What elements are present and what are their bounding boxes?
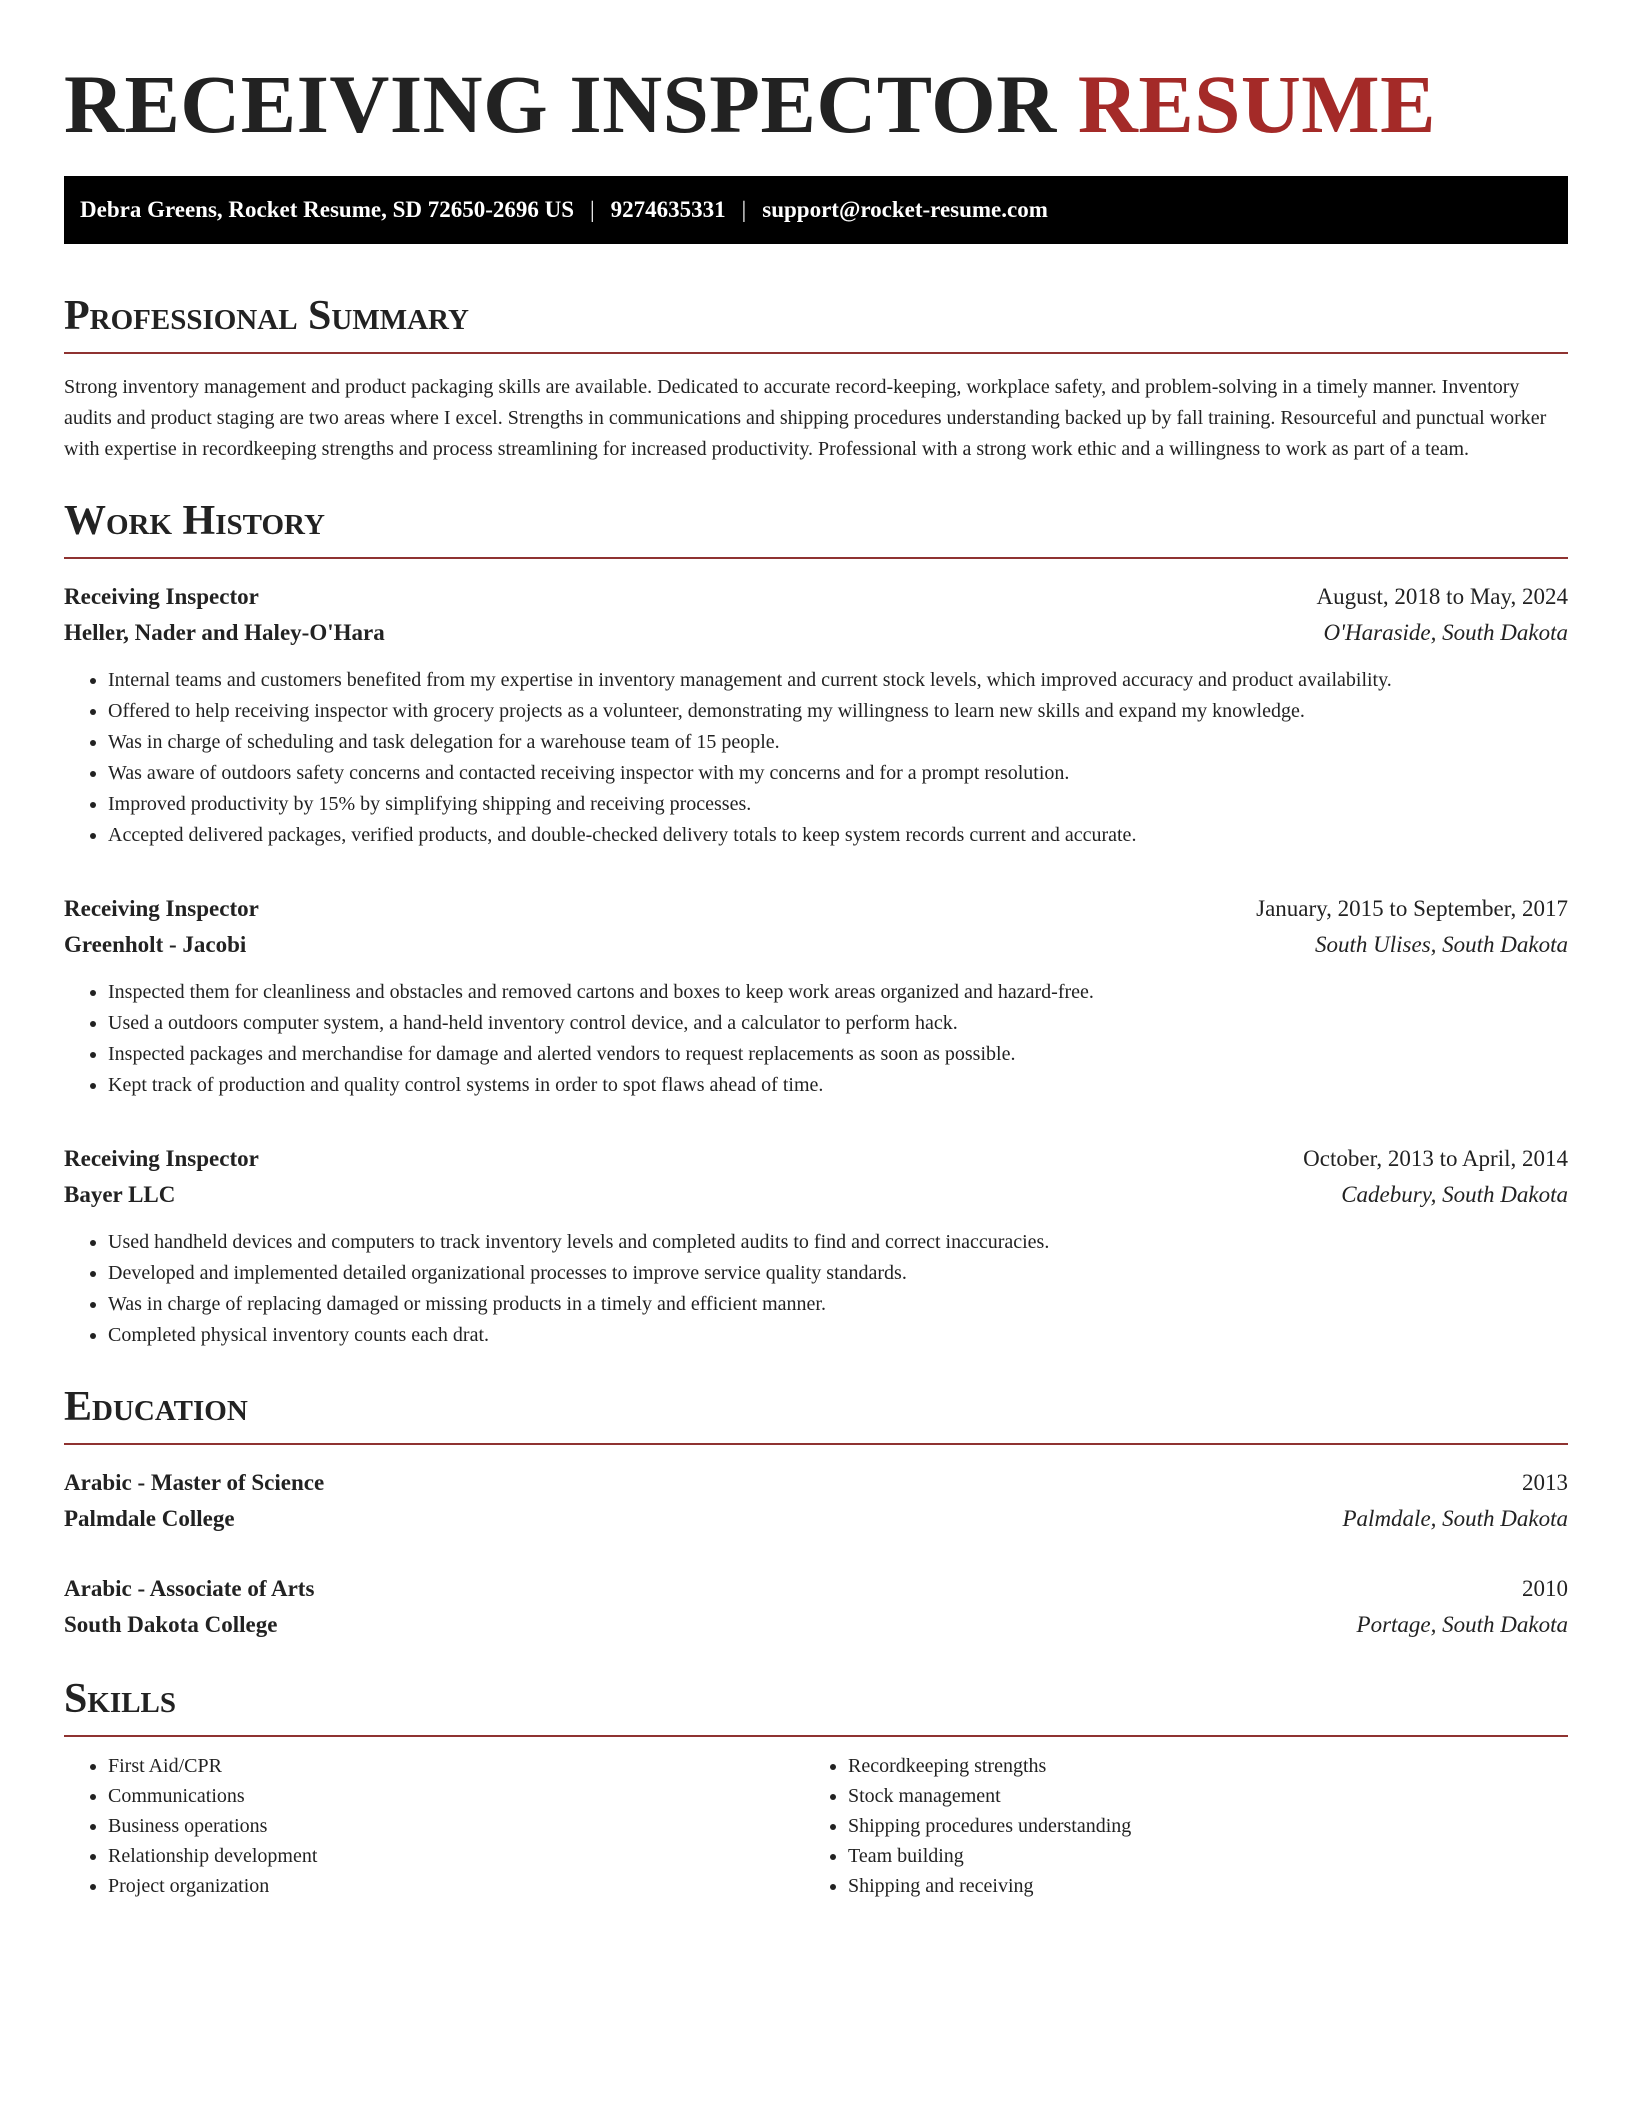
education-degree: Arabic - Associate of Arts — [64, 1576, 315, 1601]
resume-title — [64, 56, 1568, 152]
job-company: Heller, Nader and Haley-O'Hara — [64, 620, 385, 645]
skills-columns — [64, 1751, 1568, 1901]
job-duty-item: • Was in charge of scheduling and task delegation for a warehouse team of 15 people. — [108, 727, 1568, 758]
job-duty-item: • Accepted delivered packages, verified products, and double-checked delivery totals to keep system records current and accurate. — [108, 820, 1568, 851]
contact-email: support@rocket-resume.com — [762, 197, 1048, 222]
education-entry — [64, 1571, 1568, 1643]
job-duty-item: • Kept track of production and quality control systems in order to spot flaws ahead of time. — [108, 1070, 1568, 1101]
job-location: South Ulises, South Dakota — [1315, 932, 1568, 957]
skills-section — [64, 1671, 1568, 1901]
skills-list-right — [804, 1751, 1544, 1901]
job-location: Cadebury, South Dakota — [1341, 1182, 1568, 1207]
skills-heading: Skills — [64, 1676, 177, 1722]
job-dates: October, 2013 to April, 2014 — [1303, 1146, 1568, 1171]
resume-page — [64, 0, 1568, 1901]
work-history-section — [64, 493, 1568, 1351]
job-duty-item: • Inspected them for cleanliness and obstacles and removed cartons and boxes to keep work areas organized and hazard-free. — [108, 977, 1568, 1008]
skill-item: • Shipping and receiving — [848, 1871, 1544, 1901]
job-entry — [64, 579, 1568, 851]
job-title: Receiving Inspector — [64, 1146, 259, 1171]
education-section — [64, 1379, 1568, 1643]
education-year: 2013 — [1522, 1470, 1568, 1495]
job-title: Receiving Inspector — [64, 896, 259, 921]
skill-item: • Shipping procedures understanding — [848, 1811, 1544, 1841]
skill-item: • Communications — [108, 1781, 804, 1811]
job-location: O'Haraside, South Dakota — [1323, 620, 1568, 645]
job-duty-item: • Inspected packages and merchandise for damage and alerted vendors to request replacements as soon as possible. — [108, 1039, 1568, 1070]
skill-item: • Recordkeeping strengths — [848, 1751, 1544, 1781]
job-duties — [64, 665, 1568, 851]
education-location: Palmdale, South Dakota — [1342, 1506, 1568, 1531]
education-year: 2010 — [1522, 1576, 1568, 1601]
job-dates: August, 2018 to May, 2024 — [1316, 584, 1568, 609]
contact-phone: 9274635331 — [610, 197, 726, 222]
contact-separator: | — [590, 197, 595, 222]
job-duties — [64, 977, 1568, 1101]
job-duty-item: • Used a outdoors computer system, a hand-held inventory control device, and a calculator to perform hack. — [108, 1008, 1568, 1039]
summary-section — [64, 288, 1568, 465]
skill-item: • Team building — [848, 1841, 1544, 1871]
section-divider — [64, 352, 1568, 354]
skill-item: • Stock management — [848, 1781, 1544, 1811]
education-entry — [64, 1465, 1568, 1537]
title-accent: RESUME — [1077, 58, 1437, 150]
contact-separator: | — [741, 197, 747, 222]
education-location: Portage, South Dakota — [1356, 1612, 1568, 1637]
job-duty-item: • Improved productivity by 15% by simplifying shipping and receiving processes. — [108, 789, 1568, 820]
job-duty-item: • Developed and implemented detailed organizational processes to improve service quality standards. — [108, 1258, 1568, 1289]
summary-text: Strong inventory management and product packaging skills are available. Dedicated to accurate record-keeping, workplace safety, and problem-solving in a timely manner. Inventory audits and product staging are two areas where I excel. Strengths in communications and shipping procedures understanding backed up by fall training. Resourceful and punctual worker with expertise in recordkeeping strengths and process streamlining for increased productivity. Professional with a strong work ethic and a willingness to work as part of a team. — [64, 376, 1547, 460]
job-company: Bayer LLC — [64, 1182, 176, 1207]
skill-item: • Relationship development — [108, 1841, 804, 1871]
job-duty-item: • Offered to help receiving inspector with grocery projects as a volunteer, demonstrating my willingness to learn new skills and expand my knowledge. — [108, 696, 1568, 727]
job-dates: January, 2015 to September, 2017 — [1256, 896, 1568, 921]
job-company: Greenholt - Jacobi — [64, 932, 247, 957]
job-duty-item: • Was aware of outdoors safety concerns and contacted receiving inspector with my concerns and for a prompt resolution. — [108, 758, 1568, 789]
section-divider — [64, 1735, 1568, 1737]
skill-item: • Business operations — [108, 1811, 804, 1841]
job-entry — [64, 1141, 1568, 1351]
education-school: South Dakota College — [64, 1612, 278, 1637]
job-entry — [64, 891, 1568, 1101]
job-duty-item: • Internal teams and customers benefited from my expertise in inventory management and current stock levels, which improved accuracy and product availability. — [108, 665, 1568, 696]
section-divider — [64, 557, 1568, 559]
job-duties — [64, 1227, 1568, 1351]
skill-item: • First Aid/CPR — [108, 1751, 804, 1781]
section-divider — [64, 1443, 1568, 1445]
skill-item: • Project organization — [108, 1871, 804, 1901]
summary-heading: Professional Summary — [64, 293, 469, 339]
job-duty-item: • Used handheld devices and computers to track inventory levels and completed audits to find and correct inaccuracies. — [108, 1227, 1568, 1258]
job-duty-item: • Was in charge of replacing damaged or missing products in a timely and efficient manner. — [108, 1289, 1568, 1320]
job-duty-item: • Completed physical inventory counts each drat. — [108, 1320, 1568, 1351]
skills-list-left — [64, 1751, 804, 1901]
work-history-heading: Work History — [64, 498, 325, 544]
education-heading: Education — [64, 1384, 248, 1430]
job-title: Receiving Inspector — [64, 584, 259, 609]
contact-bar — [64, 176, 1568, 244]
education-degree: Arabic - Master of Science — [64, 1470, 325, 1495]
title-main: RECEIVING INSPECTOR — [64, 58, 1057, 150]
education-school: Palmdale College — [64, 1506, 235, 1531]
contact-address: Debra Greens, Rocket Resume, SD 72650-2696 US — [80, 197, 575, 222]
